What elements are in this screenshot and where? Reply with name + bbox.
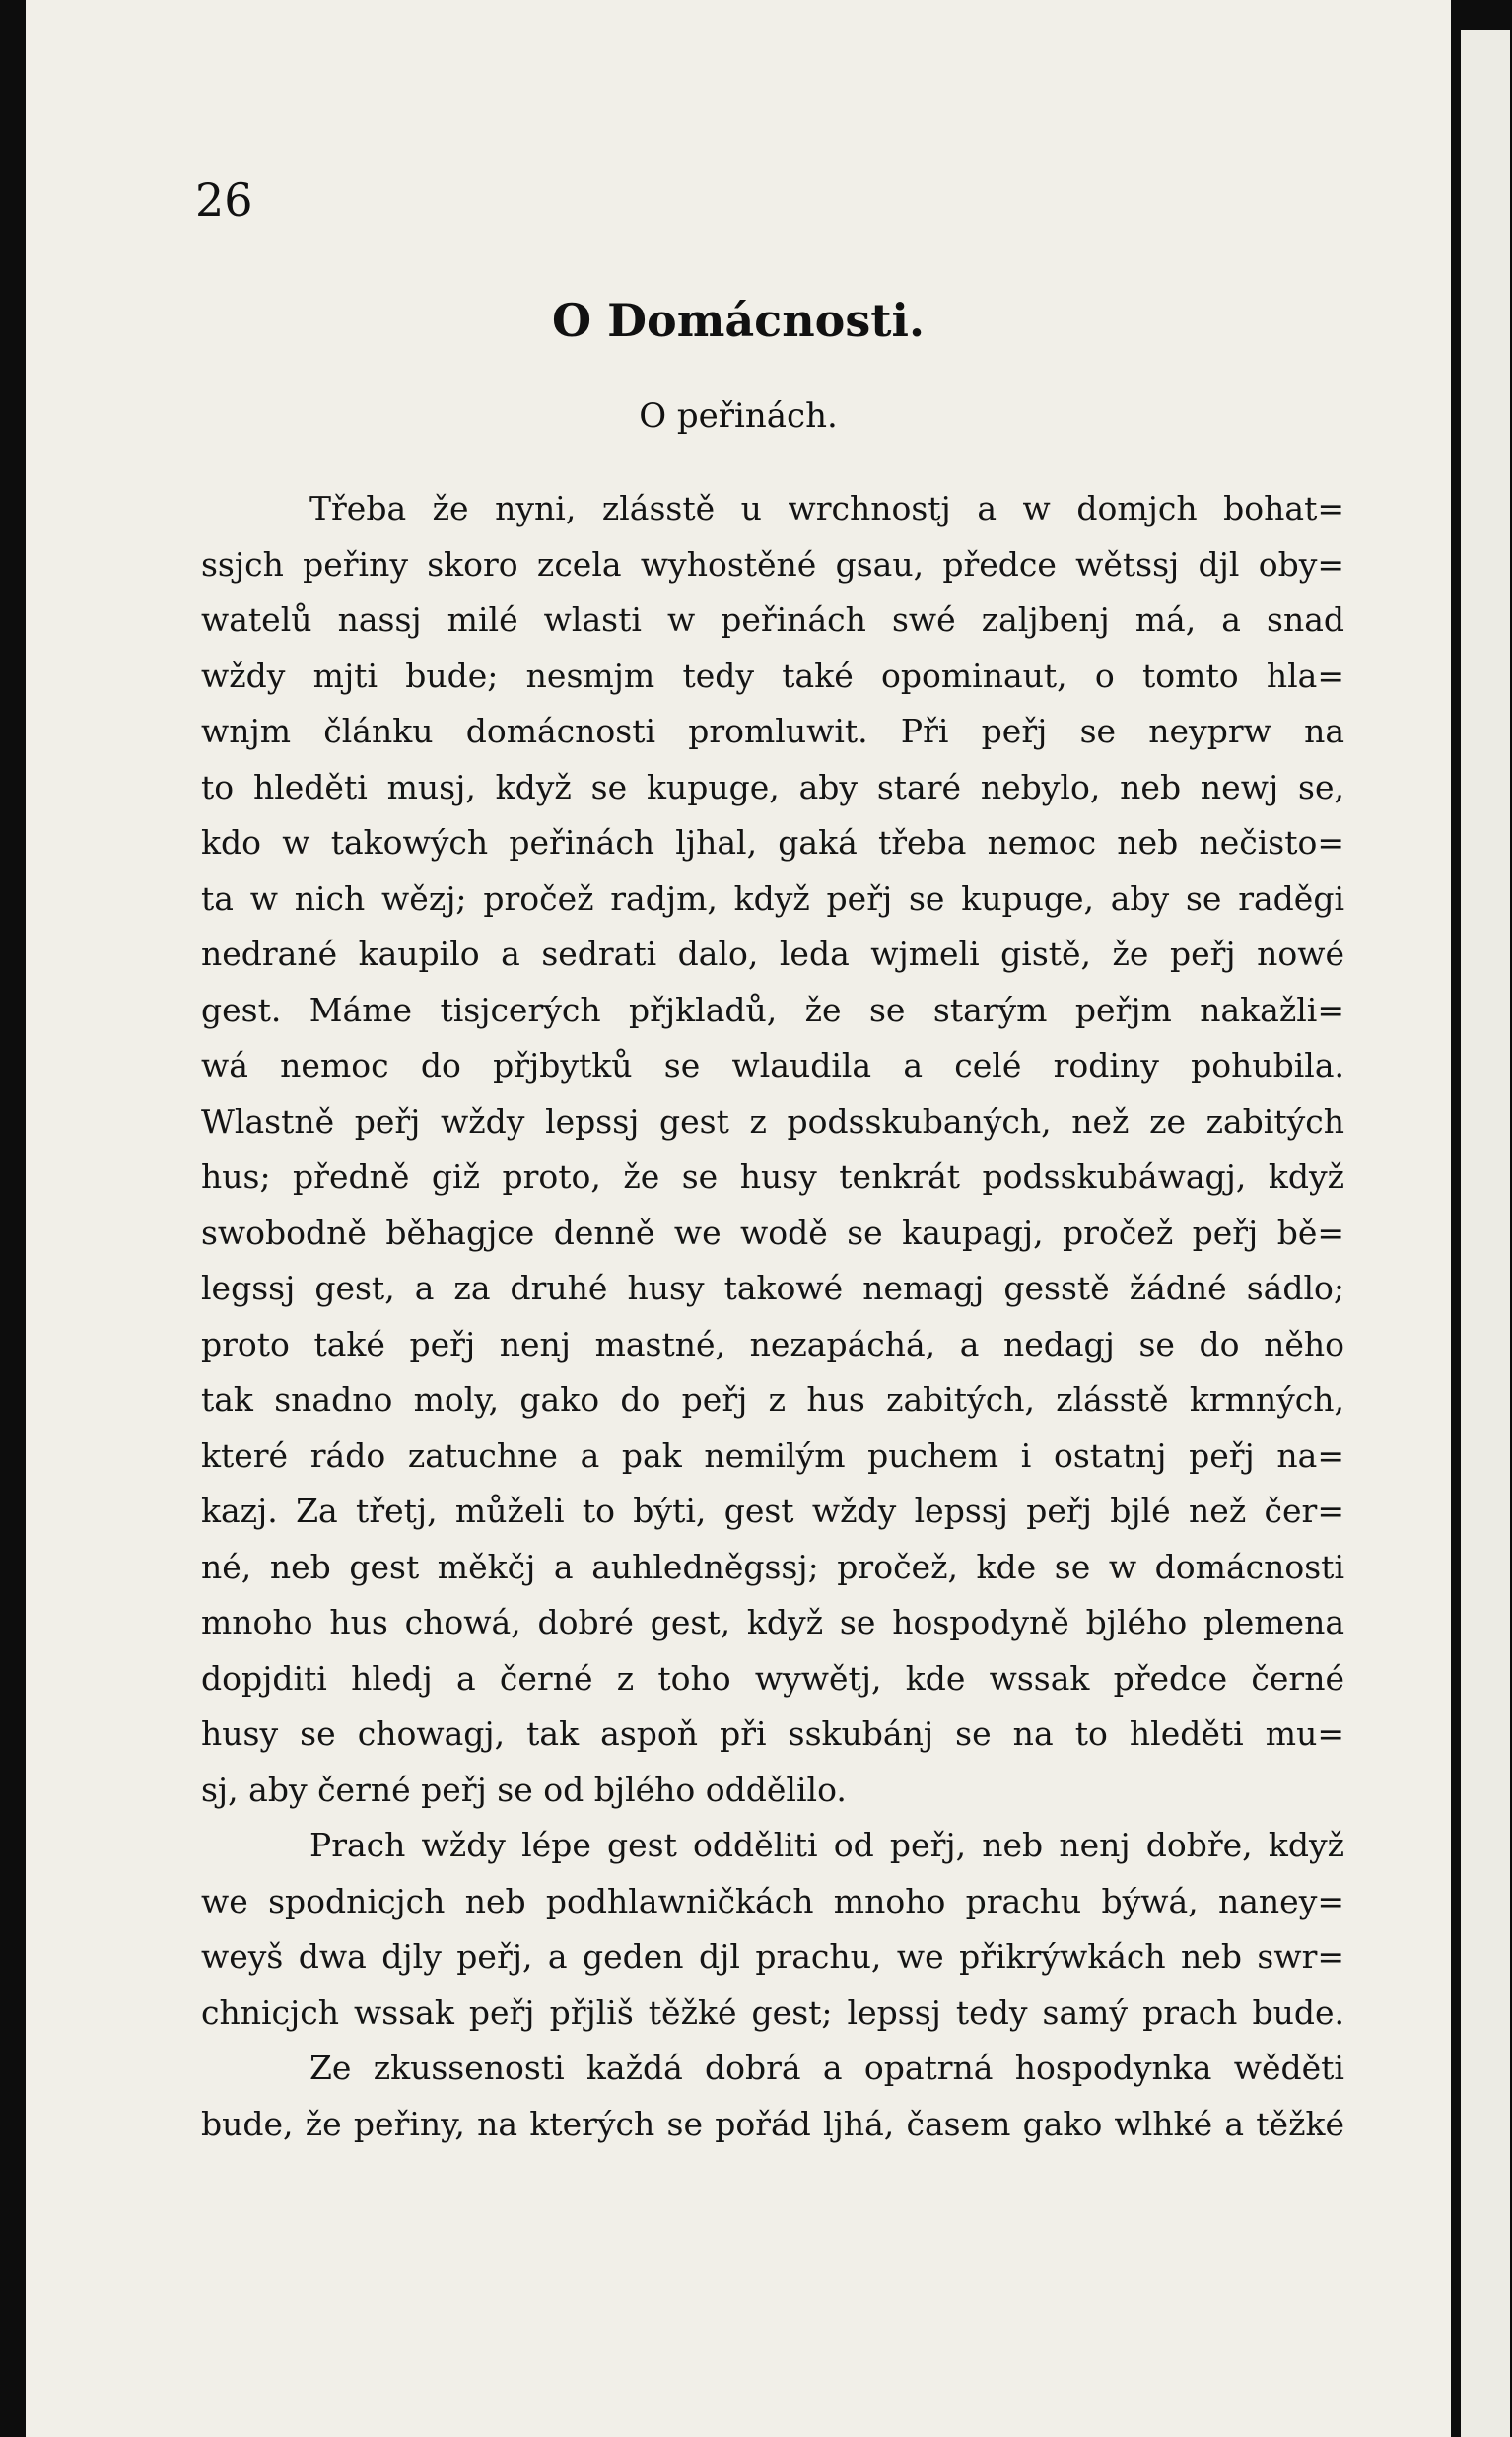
text-line: swobodně běhagjce denně we wodě se kaupagj, pročež peřj bě= bbox=[201, 1213, 1344, 1252]
text-line: chnicjch wssak peřj přjliš těžké gest; lepssj tedy samý prach bude. bbox=[201, 1992, 1344, 2032]
text-line: gest. Máme tisjcerých přjkladů, že se starým peřjm nakažli= bbox=[201, 990, 1344, 1029]
text-line: watelů nassj milé wlasti w peřinách swé zaljbenj má, a snad bbox=[201, 600, 1344, 639]
text-line: ta w nich wězj; pročež radjm, když peřj se kupuge, aby se raděgi bbox=[201, 878, 1344, 918]
text-line: tak snadno moly, gako do peřj z hus zabitých, zlásstě krmných, bbox=[201, 1380, 1344, 1419]
text-line: né, neb gest měkčj a auhledněgssj; pročež, kde se w domácnosti bbox=[201, 1547, 1344, 1586]
text-line: kdo w takowých peřinách ljhal, gaká třeba nemoc neb nečisto= bbox=[201, 823, 1344, 862]
text-line: nedrané kaupilo a sedrati dalo, leda wjmeli gistě, že peřj nowé bbox=[201, 935, 1344, 973]
text-line: kazj. Za třetj, můželi to býti, gest wždy lepssj peřj bjlé než čer= bbox=[201, 1492, 1344, 1530]
text-line: Wlastně peřj wždy lepssj gest z podsskubaných, než ze zabitých bbox=[201, 1101, 1344, 1141]
text-line: hus; předně giž proto, že se husy tenkrát podsskubáwagj, když bbox=[201, 1157, 1344, 1196]
text-line: bude, že peřiny, na kterých se pořád ljhá, časem gako wlhké a těžké bbox=[201, 2104, 1344, 2143]
text-line: Prach wždy lépe gest odděliti od peřj, neb nenj dobře, když bbox=[309, 1826, 1344, 1864]
text-line: legssj gest, a za druhé husy takowé nemagj gesstě žádné sádlo; bbox=[201, 1269, 1344, 1307]
text-line: sj, aby černé peřj se od bjlého oddělilo. bbox=[201, 1770, 847, 1809]
subtitle: O peřinách. bbox=[639, 396, 838, 436]
adjacent-page-edge bbox=[1461, 30, 1510, 2437]
text-line: ssjch peřiny skoro zcela wyhostěné gsau, předce wětssj djl oby= bbox=[201, 544, 1344, 584]
text-line: mnoho hus chowá, dobré gest, když se hospodyně bjlého plemena bbox=[201, 1603, 1344, 1641]
book-page bbox=[26, 0, 1451, 2437]
text-line: které rádo zatuchne a pak nemilým puchem i ostatnj peřj na= bbox=[201, 1435, 1344, 1475]
text-line: proto také peřj nenj mastné, nezapáchá, a nedagj se do něho bbox=[201, 1324, 1344, 1363]
text-line: weyš dwa djly peřj, a geden djl prachu, we přikrýwkách neb swr= bbox=[201, 1937, 1344, 1976]
text-line: we spodnicjch neb podhlawničkách mnoho prachu býwá, naney= bbox=[201, 1881, 1344, 1920]
text-line: wá nemoc do přjbytků se wlaudila a celé rodiny pohubila. bbox=[201, 1046, 1344, 1084]
text-line: wždy mjti bude; nesmjm tedy také opominaut, o tomto hla= bbox=[201, 656, 1344, 695]
page-number: 26 bbox=[195, 174, 253, 227]
body-text bbox=[201, 481, 1344, 2152]
text-line: to hleděti musj, když se kupuge, aby staré nebylo, neb newj se, bbox=[201, 767, 1344, 806]
text-line: wnjm článku domácnosti promluwit. Při peřj se neyprw na bbox=[201, 712, 1344, 750]
text-line: husy se chowagj, tak aspoň při sskubánj se na to hleděti mu= bbox=[201, 1714, 1344, 1753]
text-line: Ze zkussenosti každá dobrá a opatrná hospodynka wěděti bbox=[309, 2049, 1344, 2087]
text-line: dopjditi hledj a černé z toho wywětj, kde wssak předce černé bbox=[201, 1658, 1344, 1698]
text-line: Třeba že nyni, zlásstě u wrchnostj a w domjch bohat= bbox=[309, 489, 1344, 527]
section-title: O Domácnosti. bbox=[552, 294, 925, 347]
